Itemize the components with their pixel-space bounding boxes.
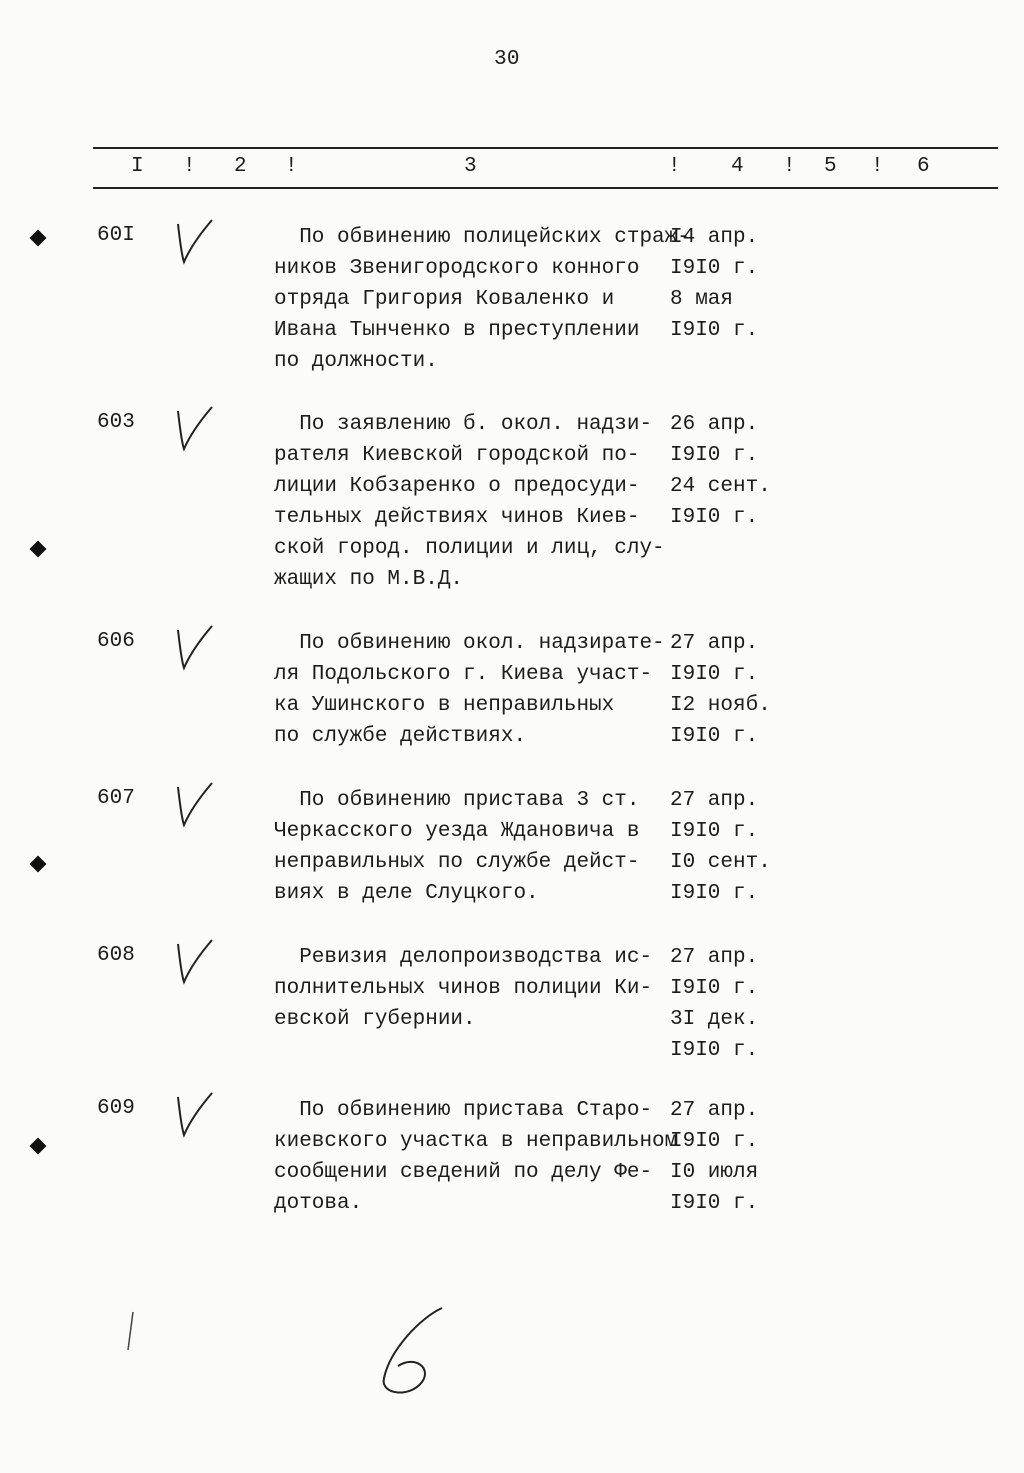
header-top-rule xyxy=(93,147,998,149)
description-line: жащих по М.В.Д. xyxy=(274,568,464,591)
binder-hole-icon xyxy=(30,856,47,873)
column-separator: ! xyxy=(783,155,796,178)
description-line: евской губернии. xyxy=(274,1008,476,1031)
end-date-line: I9I0 г. xyxy=(670,319,759,342)
column-header-2: 2 xyxy=(234,155,247,178)
case-dates xyxy=(670,409,771,533)
case-number: 609 xyxy=(97,1097,135,1120)
column-separator: ! xyxy=(285,155,298,178)
case-dates xyxy=(670,222,758,346)
end-date-line: 8 мая xyxy=(670,288,734,311)
column-separator: ! xyxy=(668,155,681,178)
end-date-line: 24 сент. xyxy=(670,475,771,498)
case-number: 603 xyxy=(97,411,135,434)
column-header-6: 6 xyxy=(917,155,930,178)
description-line: сообщении сведений по делу Фе- xyxy=(274,1161,653,1184)
binder-hole-icon xyxy=(30,230,47,247)
start-date-line: 27 апр. xyxy=(670,946,759,969)
end-date-line: I9I0 г. xyxy=(670,725,759,748)
description-line: ской город. полиции и лиц, слу- xyxy=(274,537,665,560)
case-description xyxy=(274,628,665,752)
end-date-line: I0 июля xyxy=(670,1161,759,1184)
end-date-line: I2 нояб. xyxy=(670,694,771,717)
case-number: 606 xyxy=(97,630,135,653)
description-line: По заявлению б. окол. надзи- xyxy=(274,413,653,436)
start-date-line: I4 апр. xyxy=(670,226,759,249)
description-line: Черкасского уезда Ждановича в xyxy=(274,820,640,843)
description-line: виях в деле Слуцкого. xyxy=(274,882,539,905)
start-date-line: 27 апр. xyxy=(670,632,759,655)
column-header-4: 4 xyxy=(731,155,744,178)
binder-hole-icon xyxy=(30,1138,47,1155)
description-line: дотова. xyxy=(274,1192,363,1215)
case-description xyxy=(274,942,652,1035)
checkmark-icon xyxy=(168,618,218,678)
column-header-1: I xyxy=(131,155,144,178)
description-line: По обвинению пристава Старо- xyxy=(274,1099,653,1122)
case-description xyxy=(274,1095,677,1219)
description-line: отряда Григория Коваленко и xyxy=(274,288,615,311)
start-date-line: I9I0 г. xyxy=(670,977,759,1000)
start-date-line: I9I0 г. xyxy=(670,820,759,843)
checkmark-icon xyxy=(168,1085,218,1145)
description-line: ников Звенигородского конного xyxy=(274,257,640,280)
description-line: По обвинению полицейских страж- xyxy=(274,226,690,249)
checkmark-icon xyxy=(168,212,218,272)
case-dates xyxy=(670,628,771,752)
case-number: 607 xyxy=(97,787,135,810)
description-line: ка Ушинского в неправильных xyxy=(274,694,615,717)
checkmark-icon xyxy=(168,932,218,992)
end-date-line: I0 сент. xyxy=(670,851,771,874)
end-date-line: I9I0 г. xyxy=(670,882,759,905)
description-line: по службе действиях. xyxy=(274,725,527,748)
case-number: 60I xyxy=(97,224,135,247)
description-line: неправильных по службе дейст- xyxy=(274,851,640,874)
description-line: Ревизия делопроизводства ис- xyxy=(274,946,653,969)
column-header-3: 3 xyxy=(464,155,477,178)
description-line: Ивана Тынченко в преступлении xyxy=(274,319,640,342)
end-date-line: I9I0 г. xyxy=(670,1192,759,1215)
start-date-line: I9I0 г. xyxy=(670,663,759,686)
binder-hole-icon xyxy=(30,541,47,558)
page-number: 30 xyxy=(494,48,520,71)
checkmark-icon xyxy=(168,775,218,835)
checkmark-icon xyxy=(168,399,218,459)
case-description xyxy=(274,222,690,377)
start-date-line: 27 апр. xyxy=(670,1099,759,1122)
case-dates xyxy=(670,785,771,909)
description-line: тельных действиях чинов Киев- xyxy=(274,506,640,529)
description-line: полнительных чинов полиции Ки- xyxy=(274,977,653,1000)
start-date-line: I9I0 г. xyxy=(670,257,759,280)
case-dates xyxy=(670,1095,758,1219)
column-separator: ! xyxy=(183,155,196,178)
case-description xyxy=(274,409,665,595)
column-header-5: 5 xyxy=(824,155,837,178)
pen-mark xyxy=(124,1310,136,1355)
column-separator: ! xyxy=(871,155,884,178)
description-line: по должности. xyxy=(274,350,438,373)
description-line: рателя Киевской городской по- xyxy=(274,444,640,467)
header-bottom-rule xyxy=(93,187,998,189)
start-date-line: I9I0 г. xyxy=(670,1130,759,1153)
description-line: По обвинению пристава 3 ст. xyxy=(274,789,640,812)
case-number: 608 xyxy=(97,944,135,967)
end-date-line: 3I дек. xyxy=(670,1008,759,1031)
description-line: По обвинению окол. надзирате- xyxy=(274,632,665,655)
description-line: ля Подольского г. Киева участ- xyxy=(274,663,653,686)
description-line: лиции Кобзаренко о предосуди- xyxy=(274,475,640,498)
end-date-line: I9I0 г. xyxy=(670,1039,759,1062)
handwritten-page-count xyxy=(370,1300,460,1400)
start-date-line: 27 апр. xyxy=(670,789,759,812)
end-date-line: I9I0 г. xyxy=(670,506,759,529)
case-dates xyxy=(670,942,758,1066)
case-description xyxy=(274,785,639,909)
start-date-line: 26 апр. xyxy=(670,413,759,436)
description-line: киевского участка в неправильном xyxy=(274,1130,678,1153)
start-date-line: I9I0 г. xyxy=(670,444,759,467)
